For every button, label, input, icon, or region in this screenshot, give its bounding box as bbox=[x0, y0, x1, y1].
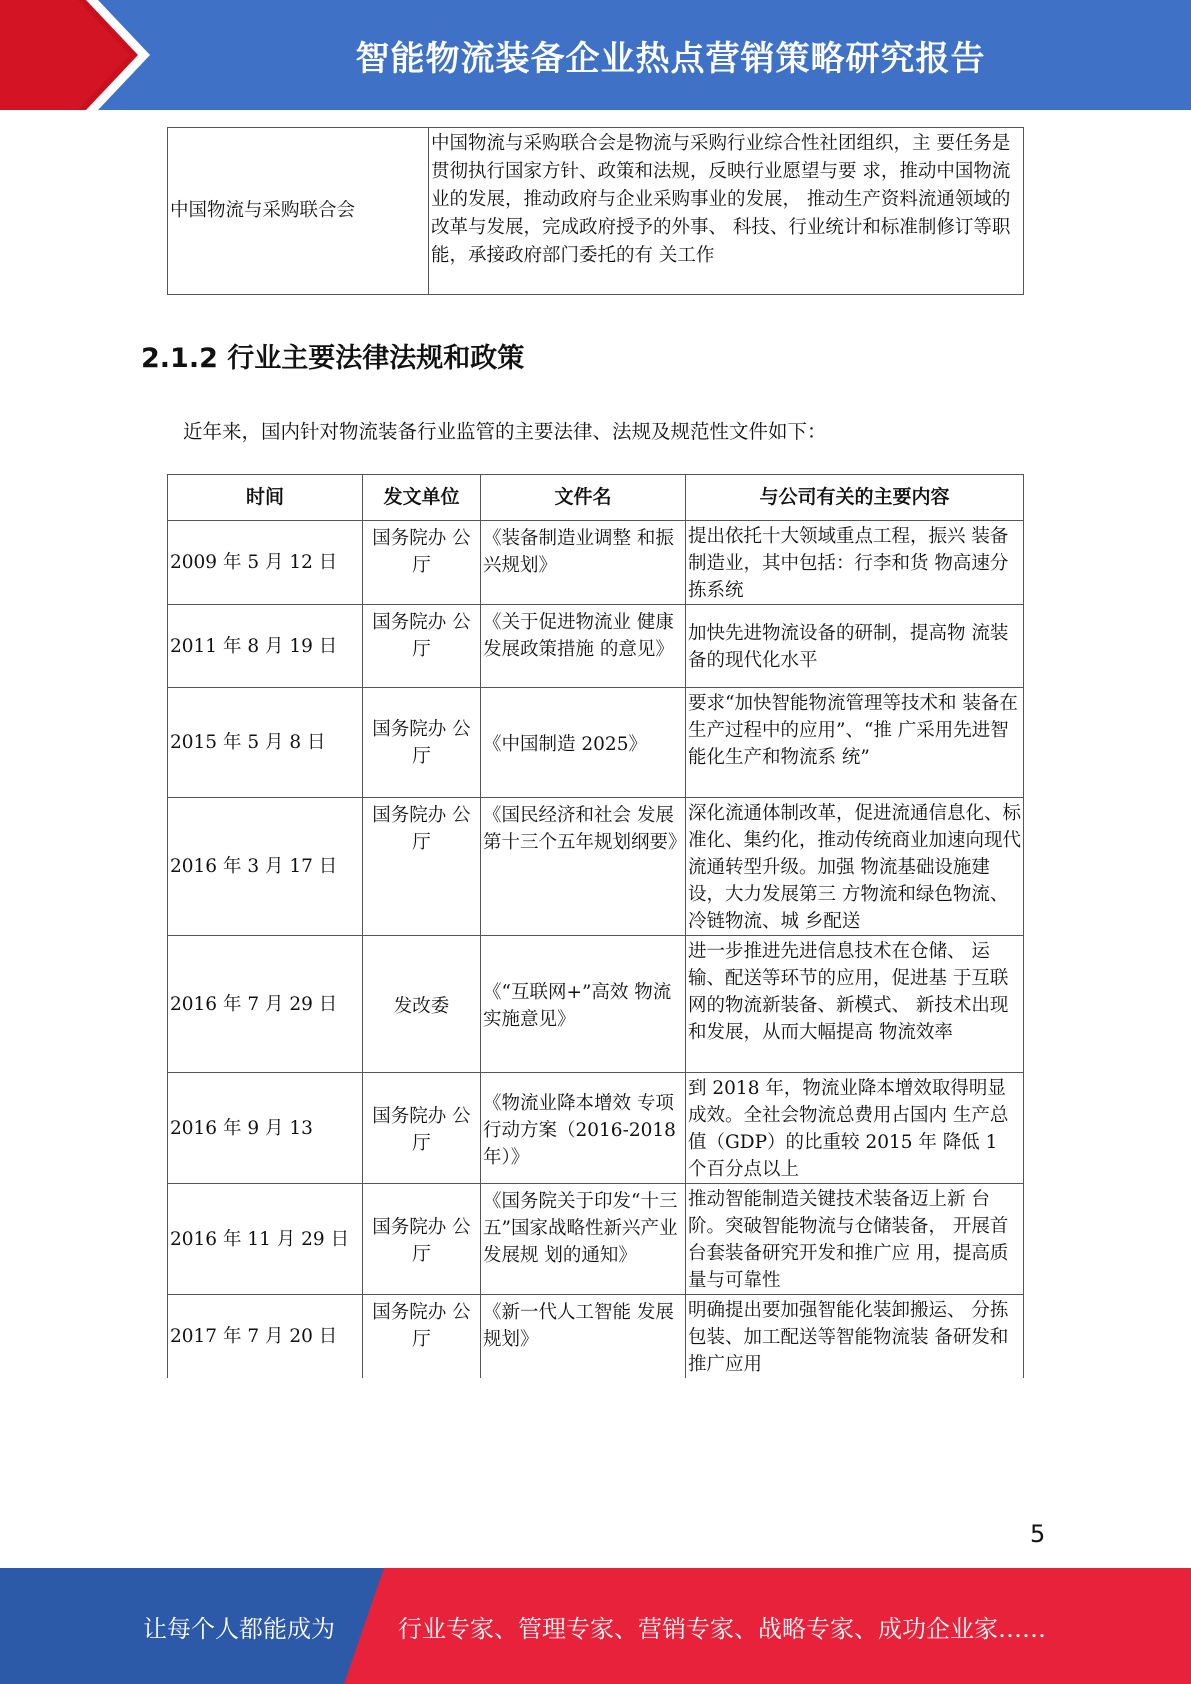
table-row bbox=[168, 1073, 1024, 1184]
cell-document: 《中国制造 2025》 bbox=[481, 688, 686, 798]
cell-date: 2011 年 8 月 19 日 bbox=[168, 605, 363, 688]
cell-issuer: 国务院办 公厅 bbox=[363, 688, 481, 798]
cell-date: 2016 年 11 月 29 日 bbox=[168, 1184, 363, 1295]
column-header-content: 与公司有关的主要内容 bbox=[686, 475, 1024, 521]
cell-document: 《国民经济和社会 发展第十三个五年规划纲要》 bbox=[481, 798, 686, 936]
intro-paragraph: 近年来，国内针对物流装备行业监管的主要法律、法规及规范性文件如下： bbox=[183, 420, 827, 443]
cell-date: 2015 年 5 月 8 日 bbox=[168, 688, 363, 798]
cell-content: 提出依托十大领域重点工程，振兴 装备制造业，其中包括：行李和货 物高速分拣系统 bbox=[686, 521, 1024, 605]
org-name: 中国物流与采购联合会 bbox=[168, 128, 429, 295]
cell-content: 推动智能制造关键技术装备迈上新 台阶。突破智能物流与仓储装备， 开展首台套装备研究开发和推广应 用，提高质量与可靠性 bbox=[686, 1184, 1024, 1295]
cell-date: 2017 年 7 月 20 日 bbox=[168, 1295, 363, 1379]
cell-issuer: 国务院办 公厅 bbox=[363, 605, 481, 688]
column-header-date: 时间 bbox=[168, 475, 363, 521]
footer-slogan-left: 让每个人都能成为 bbox=[143, 1614, 335, 1643]
cell-content: 要求“加快智能物流管理等技术和 装备在生产过程中的应用”、“推 广采用先进智能化生产和物流系 统” bbox=[686, 688, 1024, 798]
table-row bbox=[168, 1295, 1024, 1379]
cell-document: 《“互联网+”高效 物流实施意见》 bbox=[481, 936, 686, 1073]
table-row bbox=[168, 605, 1024, 688]
page-number: 5 bbox=[1030, 1520, 1046, 1548]
table-row bbox=[168, 1184, 1024, 1295]
cell-document: 《关于促进物流业 健康发展政策措施 的意见》 bbox=[481, 605, 686, 688]
table-row bbox=[168, 128, 1024, 295]
footer-slogan-right: 行业专家、管理专家、营销专家、战略专家、成功企业家…… bbox=[398, 1614, 1046, 1643]
cell-document: 《物流业降本增效 专项行动方案（2016-2018 年）》 bbox=[481, 1073, 686, 1184]
cell-date: 2016 年 3 月 17 日 bbox=[168, 798, 363, 936]
cell-issuer: 国务院办 公厅 bbox=[363, 1073, 481, 1184]
cell-date: 2009 年 5 月 12 日 bbox=[168, 521, 363, 605]
cell-content: 深化流通体制改革，促进流通信息化、标准化、集约化，推动传统商业加速向现代流通转型升级。加强 物流基础设施建设，大力发展第三 方物流和绿色物流、冷链物流、城 乡配送 bbox=[686, 798, 1024, 936]
cell-content: 加快先进物流设备的研制，提高物 流装备的现代化水平 bbox=[686, 605, 1024, 688]
table-row bbox=[168, 798, 1024, 936]
table-row bbox=[168, 688, 1024, 798]
cell-issuer: 国务院办 公厅 bbox=[363, 1295, 481, 1379]
header-banner bbox=[0, 0, 1191, 110]
cell-document: 《装备制造业调整 和振兴规划》 bbox=[481, 521, 686, 605]
column-header-document: 文件名 bbox=[481, 475, 686, 521]
cell-content: 明确提出要加强智能化装卸搬运、 分拣包装、加工配送等智能物流装 备研发和推广应用 bbox=[686, 1295, 1024, 1379]
section-heading: 2.1.2 行业主要法律法规和政策 bbox=[141, 343, 525, 374]
column-header-issuer: 发文单位 bbox=[363, 475, 481, 521]
table-row bbox=[168, 936, 1024, 1073]
cell-document: 《新一代人工智能 发展规划》 bbox=[481, 1295, 686, 1379]
report-title: 智能物流装备企业热点营销策略研究报告 bbox=[355, 38, 986, 79]
org-table bbox=[167, 127, 1024, 295]
cell-issuer: 国务院办 公厅 bbox=[363, 798, 481, 936]
cell-issuer: 发改委 bbox=[363, 936, 481, 1073]
cell-content: 进一步推进先进信息技术在仓储、 运输、配送等环节的应用，促进基 于互联网的物流新装备、新模式、 新技术出现和发展，从而大幅提高 物流效率 bbox=[686, 936, 1024, 1073]
cell-issuer: 国务院办 公厅 bbox=[363, 1184, 481, 1295]
table-header-row bbox=[168, 475, 1024, 521]
cell-content: 到 2018 年，物流业降本增效取得明显成效。全社会物流总费用占国内 生产总值（GDP）的比重较 2015 年 降低 1 个百分点以上 bbox=[686, 1073, 1024, 1184]
cell-date: 2016 年 7 月 29 日 bbox=[168, 936, 363, 1073]
table-row bbox=[168, 521, 1024, 605]
org-description: 中国物流与采购联合会是物流与采购行业综合性社团组织，主 要任务是贯彻执行国家方针、政策和法规，反映行业愿望与要 求，推动中国物流业的发展，推动政府与企业采购事业的发展， 推动生产资料流通领域的改革与发展，完成政府授予的外事、 科技、行业统计和标准制修订等职能，承接政府部门委托的有 关工作 bbox=[429, 128, 1024, 295]
cell-issuer: 国务院办 公厅 bbox=[363, 521, 481, 605]
policy-table bbox=[167, 474, 1024, 1378]
cell-date: 2016 年 9 月 13 bbox=[168, 1073, 363, 1184]
cell-document: 《国务院关于印发“十三五”国家战略性新兴产业发展规 划的通知》 bbox=[481, 1184, 686, 1295]
footer-banner bbox=[0, 1568, 1191, 1684]
